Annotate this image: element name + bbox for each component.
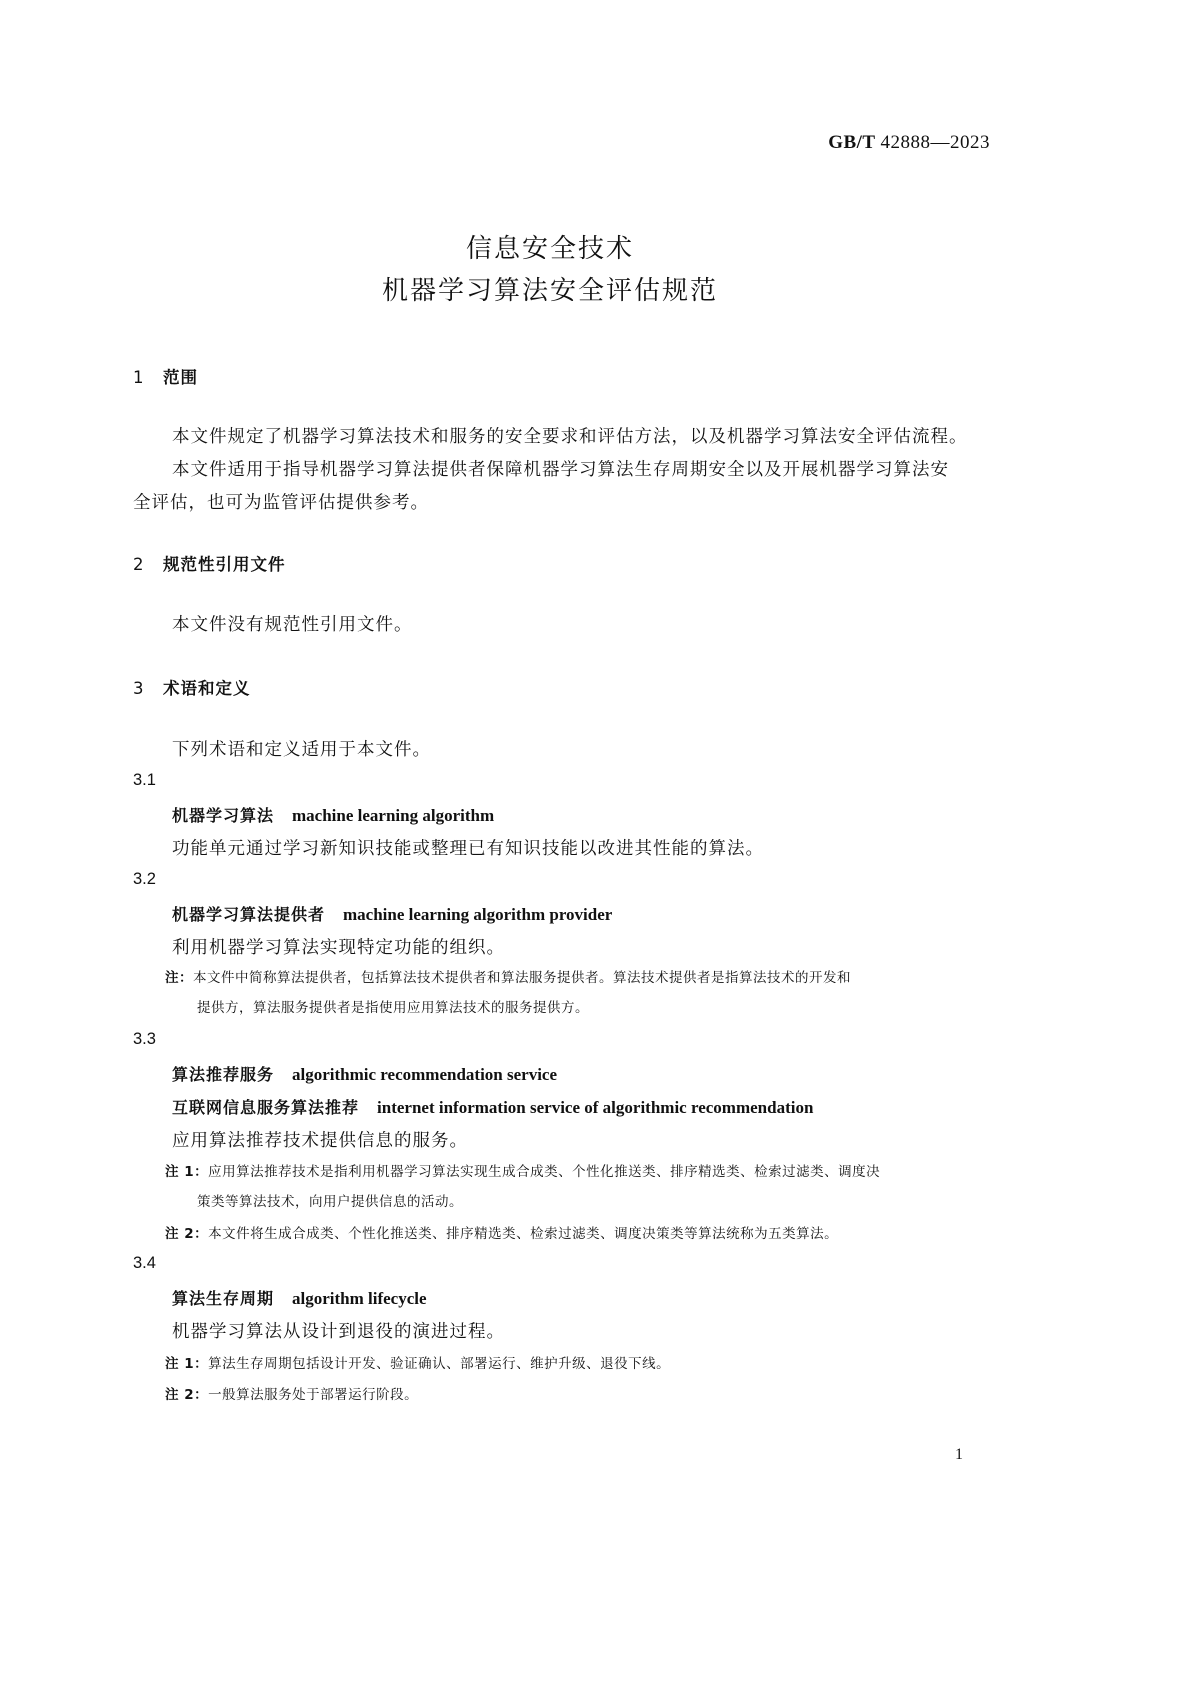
title-line-2: 机器学习算法安全评估规范 (381, 276, 718, 306)
section-1-paragraph-2-cont: 全评估，也可为监管评估提供参考。 (133, 493, 429, 513)
title-line-1: 信息安全技术 (465, 234, 634, 264)
term-zh: 算法生存周期 (172, 1289, 275, 1308)
term-zh: 机器学习算法提供者 (172, 905, 326, 924)
standard-prefix: GB/T (828, 132, 876, 153)
note-label: 注 1： (165, 1356, 209, 1372)
section-1-number: 1 (133, 368, 145, 387)
clause-3-3-note-2 (165, 1222, 838, 1242)
term-zh: 机器学习算法 (172, 806, 275, 825)
term-en: machine learning algorithm provider (343, 905, 613, 924)
clause-3-3-note-1 (165, 1160, 880, 1180)
clause-3-4-note-1 (165, 1352, 670, 1372)
clause-3-4-note-2 (165, 1383, 418, 1403)
section-2-paragraph: 本文件没有规范性引用文件。 (172, 615, 413, 635)
section-3-number: 3 (133, 679, 145, 698)
note-label: 注： (165, 970, 193, 986)
section-2-title: 规范性引用文件 (163, 555, 286, 574)
section-3-intro: 下列术语和定义适用于本文件。 (172, 740, 431, 760)
page-number: 1 (955, 1446, 963, 1463)
note-text: 本文件中简称算法提供者，包括算法技术提供者和算法服务提供者。算法技术提供者是指算法技术的开发和 (193, 970, 851, 986)
section-2-number: 2 (133, 555, 145, 574)
term-zh: 互联网信息服务算法推荐 (172, 1098, 360, 1117)
note-label: 注 1： (165, 1164, 209, 1180)
note-text: 一般算法服务处于部署运行阶段。 (208, 1387, 419, 1403)
clause-3-3-definition: 应用算法推荐技术提供信息的服务。 (172, 1131, 468, 1151)
section-1-paragraph-2: 本文件适用于指导机器学习算法提供者保障机器学习算法生存周期安全以及开展机器学习算法安 (172, 460, 949, 480)
note-text: 算法生存周期包括设计开发、验证确认、部署运行、维护升级、退役下线。 (208, 1356, 671, 1372)
clause-3-1-number: 3.1 (133, 771, 156, 789)
clause-3-2-number: 3.2 (133, 870, 156, 888)
clause-3-4-term (172, 1286, 427, 1309)
section-1-heading (133, 364, 198, 388)
section-2-heading (133, 551, 286, 575)
clause-3-3-term-2 (172, 1095, 813, 1118)
clause-3-3-term (172, 1062, 557, 1085)
term-en: internet information service of algorithmic recommendation (377, 1098, 814, 1117)
clause-3-4-number: 3.4 (133, 1254, 156, 1272)
section-1-paragraph-1: 本文件规定了机器学习算法技术和服务的安全要求和评估方法，以及机器学习算法安全评估流程。 (172, 427, 968, 447)
term-en: algorithm lifecycle (292, 1289, 427, 1308)
term-zh: 算法推荐服务 (172, 1065, 275, 1084)
clause-3-3-number: 3.3 (133, 1030, 156, 1048)
note-label: 注 2： (165, 1226, 209, 1242)
note-text: 本文件将生成合成类、个性化推送类、排序精选类、检索过滤类、调度决策类等算法统称为五类算法。 (208, 1226, 839, 1242)
standard-number (828, 132, 990, 154)
clause-3-3-note-1-cont: 策类等算法技术，向用户提供信息的活动。 (197, 1194, 463, 1210)
clause-3-1-term (172, 803, 494, 826)
clause-3-2-note-cont: 提供方，算法服务提供者是指使用应用算法技术的服务提供方。 (197, 1000, 589, 1016)
clause-3-1-definition: 功能单元通过学习新知识技能或整理已有知识技能以改进其性能的算法。 (172, 839, 764, 859)
standard-code: 42888—2023 (880, 132, 990, 153)
clause-3-2-note (165, 966, 851, 986)
note-label: 注 2： (165, 1387, 209, 1403)
note-text: 应用算法推荐技术是指利用机器学习算法实现生成合成类、个性化推送类、排序精选类、检索过滤类、调度决 (208, 1164, 881, 1180)
term-en: algorithmic recommendation service (292, 1065, 558, 1084)
section-3-heading (133, 675, 251, 699)
section-1-title: 范围 (163, 368, 198, 387)
term-en: machine learning algorithm (292, 806, 495, 825)
clause-3-2-definition: 利用机器学习算法实现特定功能的组织。 (172, 938, 505, 958)
clause-3-4-definition: 机器学习算法从设计到退役的演进过程。 (172, 1322, 505, 1342)
section-3-title: 术语和定义 (163, 679, 251, 698)
clause-3-2-term (172, 902, 612, 925)
